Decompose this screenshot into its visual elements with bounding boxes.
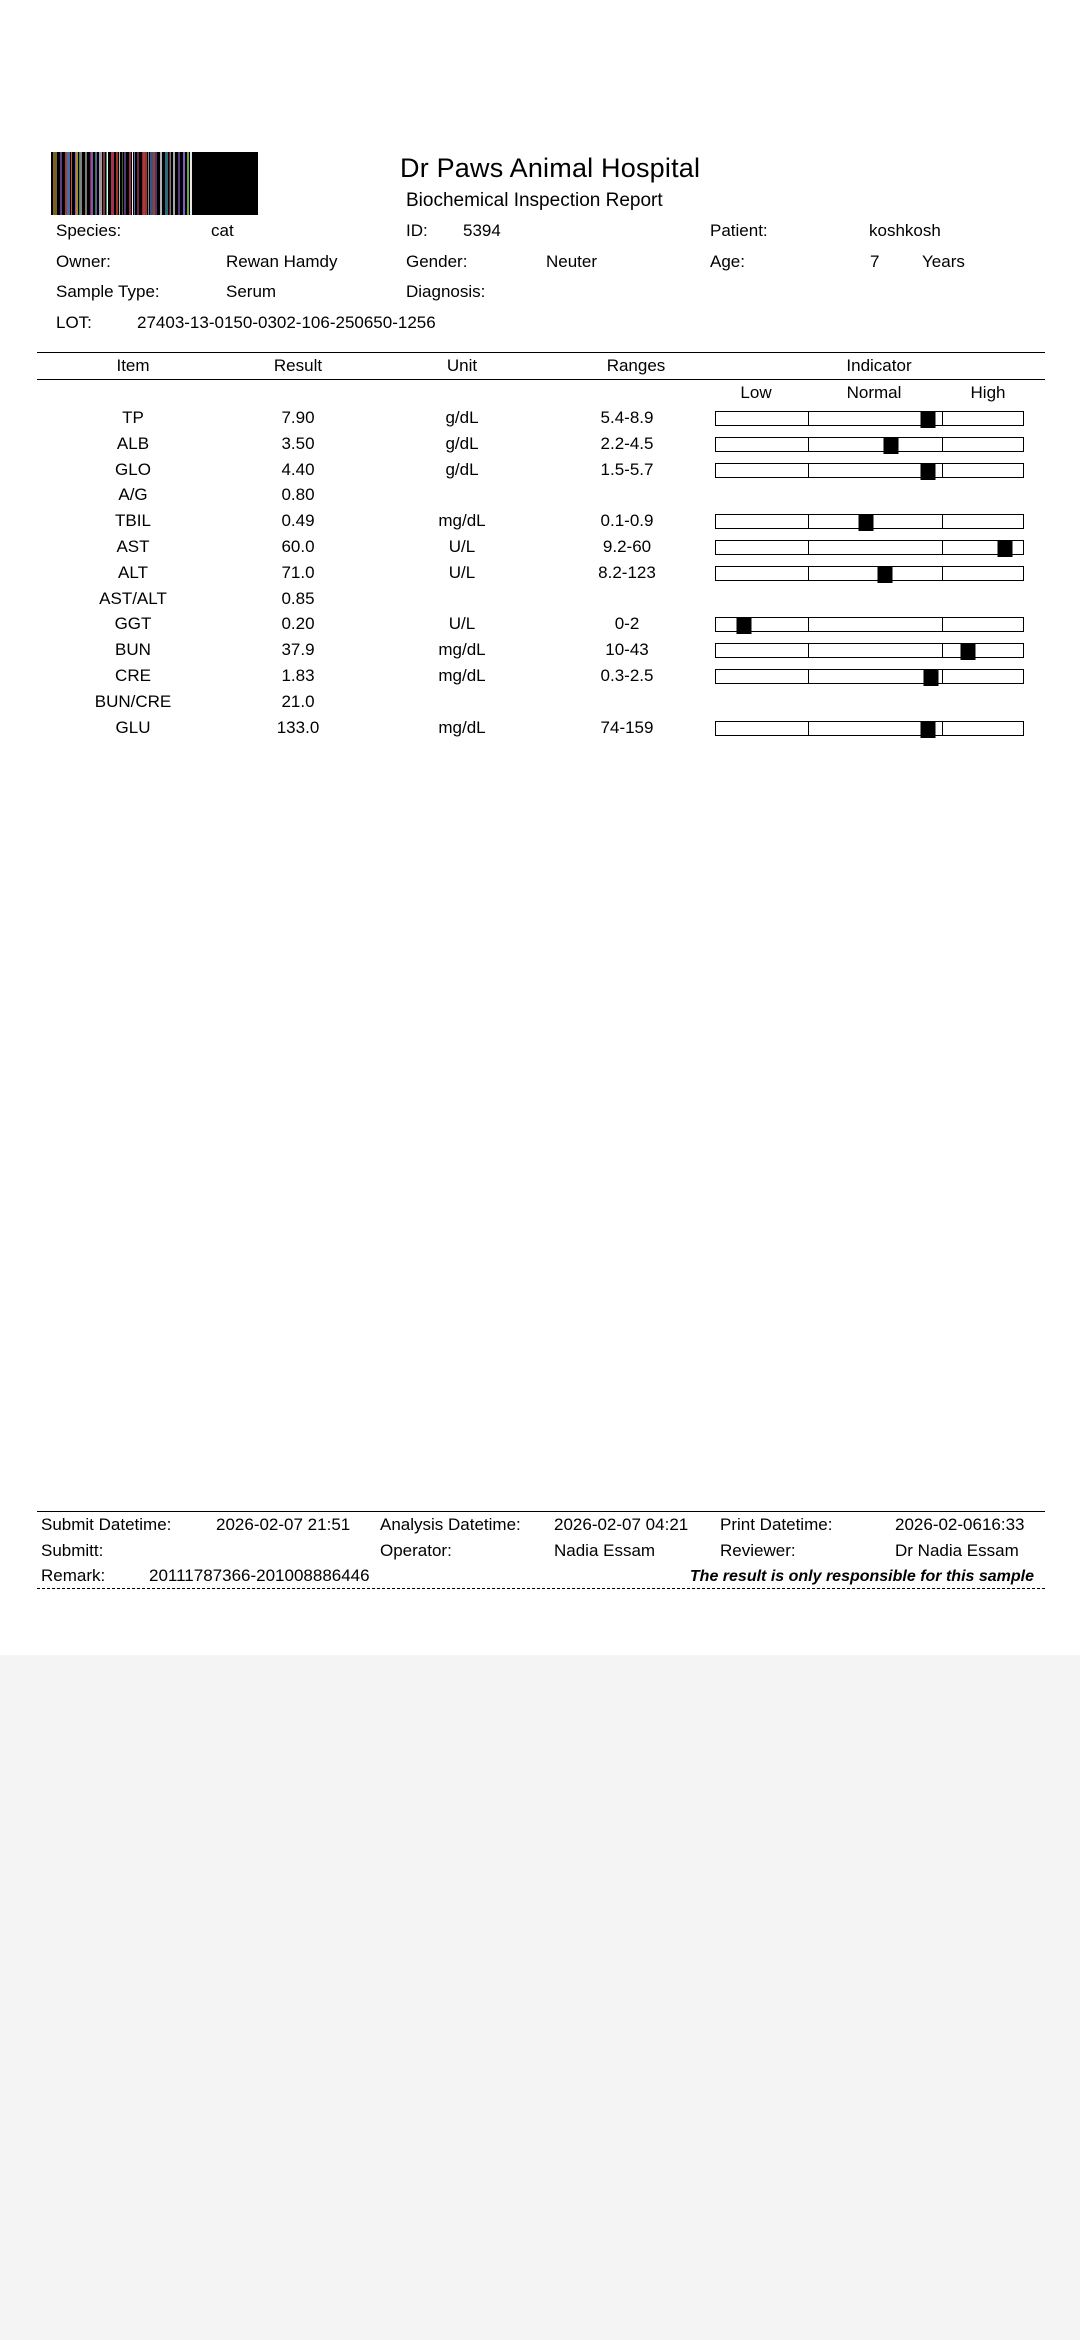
table-row xyxy=(0,485,1080,509)
indicator-marker xyxy=(997,540,1012,557)
cell-result: 71.0 xyxy=(281,562,315,582)
submit-datetime-label: Submit Datetime: xyxy=(41,1515,172,1534)
table-top-rule xyxy=(37,352,1045,353)
table-row xyxy=(0,614,1080,638)
cell-range: 0.3-2.5 xyxy=(600,666,654,685)
indicator-low-divider xyxy=(808,438,809,451)
barcode-image xyxy=(51,152,258,215)
indicator-marker xyxy=(877,566,892,583)
cell-item: GLO xyxy=(115,459,151,479)
cell-item: ALT xyxy=(118,562,148,582)
owner-label: Owner: xyxy=(56,252,111,271)
cell-unit: mg/dL xyxy=(438,511,486,531)
gender-label: Gender: xyxy=(406,252,468,271)
sample-type-label: Sample Type: xyxy=(56,282,160,301)
table-row xyxy=(0,511,1080,535)
indicator-marker xyxy=(920,721,935,738)
indicator-marker xyxy=(883,437,898,454)
col-header-indicator: Indicator xyxy=(846,356,912,375)
cell-result: 0.49 xyxy=(281,511,315,531)
indicator-bar xyxy=(715,721,1024,736)
cell-unit: U/L xyxy=(448,614,476,634)
cell-item: GGT xyxy=(114,614,152,634)
analysis-datetime-value: 2026-02-07 04:21 xyxy=(554,1515,689,1534)
indicator-bar xyxy=(715,437,1024,452)
indicator-high-divider xyxy=(942,412,943,425)
table-row xyxy=(0,666,1080,690)
indicator-bar xyxy=(715,566,1024,581)
cell-item: TBIL xyxy=(115,511,151,531)
hospital-name: Dr Paws Animal Hospital xyxy=(400,153,701,183)
cell-item: GLU xyxy=(115,717,151,737)
col-header-ranges: Ranges xyxy=(606,356,666,375)
indicator-low-divider xyxy=(808,541,809,554)
disclaimer-note: The result is only responsible for this sample xyxy=(689,1568,1034,1585)
reviewer-value: Dr Nadia Essam xyxy=(895,1541,1019,1560)
cell-item: BUN xyxy=(115,640,151,660)
indicator-bar xyxy=(715,617,1024,632)
sample-type-value: Serum xyxy=(226,282,277,301)
table-row xyxy=(0,434,1080,458)
cell-result: 3.50 xyxy=(281,433,315,453)
table-row xyxy=(0,460,1080,484)
indicator-marker xyxy=(920,411,935,428)
indicator-bar xyxy=(715,643,1024,658)
indicator-low-divider xyxy=(808,618,809,631)
cell-unit: g/dL xyxy=(445,433,479,453)
submit-datetime-value: 2026-02-07 21:51 xyxy=(216,1515,351,1534)
cell-unit: g/dL xyxy=(445,408,479,427)
indicator-normal-label: Normal xyxy=(846,383,902,402)
indicator-low-divider xyxy=(808,412,809,425)
cell-unit: mg/dL xyxy=(438,640,486,660)
print-datetime-label: Print Datetime: xyxy=(720,1515,833,1534)
indicator-low-divider xyxy=(808,567,809,580)
col-header-result: Result xyxy=(273,356,323,375)
operator-label: Operator: xyxy=(380,1541,452,1560)
age-value: 7 xyxy=(870,252,880,271)
cell-range: 2.2-4.5 xyxy=(600,433,654,453)
cell-item: BUN/CRE xyxy=(94,691,172,711)
cell-range: 1.5-5.7 xyxy=(600,459,654,479)
cell-range: 5.4-8.9 xyxy=(600,408,654,427)
table-row xyxy=(0,589,1080,613)
table-row xyxy=(0,537,1080,561)
cell-unit: mg/dL xyxy=(438,717,486,737)
cell-range: 74-159 xyxy=(600,717,654,737)
cell-result: 0.80 xyxy=(281,485,315,505)
indicator-high-divider xyxy=(942,464,943,477)
remark-value: 20111787366-201008886446 xyxy=(149,1566,370,1585)
table-header-rule xyxy=(37,379,1045,380)
lot-label: LOT: xyxy=(56,313,92,332)
id-value: 5394 xyxy=(463,221,501,240)
indicator-low-divider xyxy=(808,670,809,683)
species-label: Species: xyxy=(56,221,122,240)
indicator-high-divider xyxy=(942,722,943,735)
patient-label: Patient: xyxy=(710,221,768,240)
cell-result: 0.20 xyxy=(281,614,315,634)
table-row xyxy=(0,408,1080,432)
indicator-marker xyxy=(736,617,751,634)
indicator-marker xyxy=(960,643,975,660)
col-header-unit: Unit xyxy=(446,356,478,375)
cell-unit: g/dL xyxy=(445,459,479,479)
age-label: Age: xyxy=(710,252,745,271)
indicator-high-divider xyxy=(942,438,943,451)
indicator-low-divider xyxy=(808,644,809,657)
cell-range: 10-43 xyxy=(605,640,649,660)
indicator-bar xyxy=(715,540,1024,555)
cell-item: CRE xyxy=(115,666,151,685)
indicator-marker xyxy=(923,669,938,686)
indicator-low-divider xyxy=(808,464,809,477)
cell-item: AST xyxy=(116,537,150,556)
cell-result: 60.0 xyxy=(281,537,315,556)
cell-result: 4.40 xyxy=(281,459,315,479)
age-unit: Years xyxy=(922,252,965,271)
patient-value: koshkosh xyxy=(869,221,941,240)
indicator-high-label: High xyxy=(970,383,1006,402)
id-label: ID: xyxy=(406,221,428,240)
submitter-label: Submitt: xyxy=(41,1541,104,1560)
cell-unit: U/L xyxy=(448,537,476,556)
indicator-high-divider xyxy=(942,618,943,631)
indicator-bar xyxy=(715,514,1024,529)
cell-item: TP xyxy=(122,408,144,427)
indicator-low-divider xyxy=(808,722,809,735)
indicator-high-divider xyxy=(942,567,943,580)
indicator-bar xyxy=(715,411,1024,426)
cell-unit: mg/dL xyxy=(438,666,486,685)
analysis-datetime-label: Analysis Datetime: xyxy=(380,1515,521,1534)
indicator-bar xyxy=(715,669,1024,684)
footer-dashed-rule xyxy=(37,1588,1045,1589)
indicator-high-divider xyxy=(942,541,943,554)
indicator-high-divider xyxy=(942,515,943,528)
gender-value: Neuter xyxy=(546,252,598,271)
indicator-low-divider xyxy=(808,515,809,528)
cell-unit: U/L xyxy=(448,562,476,582)
cell-item: AST/ALT xyxy=(99,588,167,608)
reviewer-label: Reviewer: xyxy=(720,1541,796,1560)
indicator-marker xyxy=(920,463,935,480)
cell-item: ALB xyxy=(116,433,150,453)
lot-value: 27403-13-0150-0302-106-250650-1256 xyxy=(137,313,436,332)
indicator-high-divider xyxy=(942,670,943,683)
species-value: cat xyxy=(211,221,234,240)
cell-range: 9.2-60 xyxy=(602,537,652,556)
cell-result: 0.85 xyxy=(281,588,315,608)
indicator-bar xyxy=(715,463,1024,478)
cell-result: 7.90 xyxy=(281,408,315,427)
cell-result: 37.9 xyxy=(281,640,315,660)
indicator-marker xyxy=(859,514,874,531)
cell-range: 8.2-123 xyxy=(598,562,656,582)
cell-result: 133.0 xyxy=(276,717,320,737)
cell-range: 0-2 xyxy=(614,614,640,634)
remark-label: Remark: xyxy=(41,1566,106,1585)
owner-value: Rewan Hamdy xyxy=(226,252,338,271)
footer-rule xyxy=(37,1511,1045,1512)
indicator-low-label: Low xyxy=(740,383,772,402)
cell-result: 1.83 xyxy=(281,666,315,685)
table-row xyxy=(0,640,1080,664)
table-row xyxy=(0,718,1080,742)
operator-value: Nadia Essam xyxy=(554,1541,656,1560)
diagnosis-label: Diagnosis: xyxy=(406,282,486,301)
cell-range: 0.1-0.9 xyxy=(600,511,654,531)
report-title: Biochemical Inspection Report xyxy=(406,190,663,211)
table-row xyxy=(0,563,1080,587)
col-header-item: Item xyxy=(116,356,150,375)
indicator-high-divider xyxy=(942,644,943,657)
cell-item: A/G xyxy=(118,485,148,505)
cell-result: 21.0 xyxy=(281,691,315,711)
table-row xyxy=(0,692,1080,716)
print-datetime-value: 2026-02-0616:33 xyxy=(895,1515,1025,1534)
